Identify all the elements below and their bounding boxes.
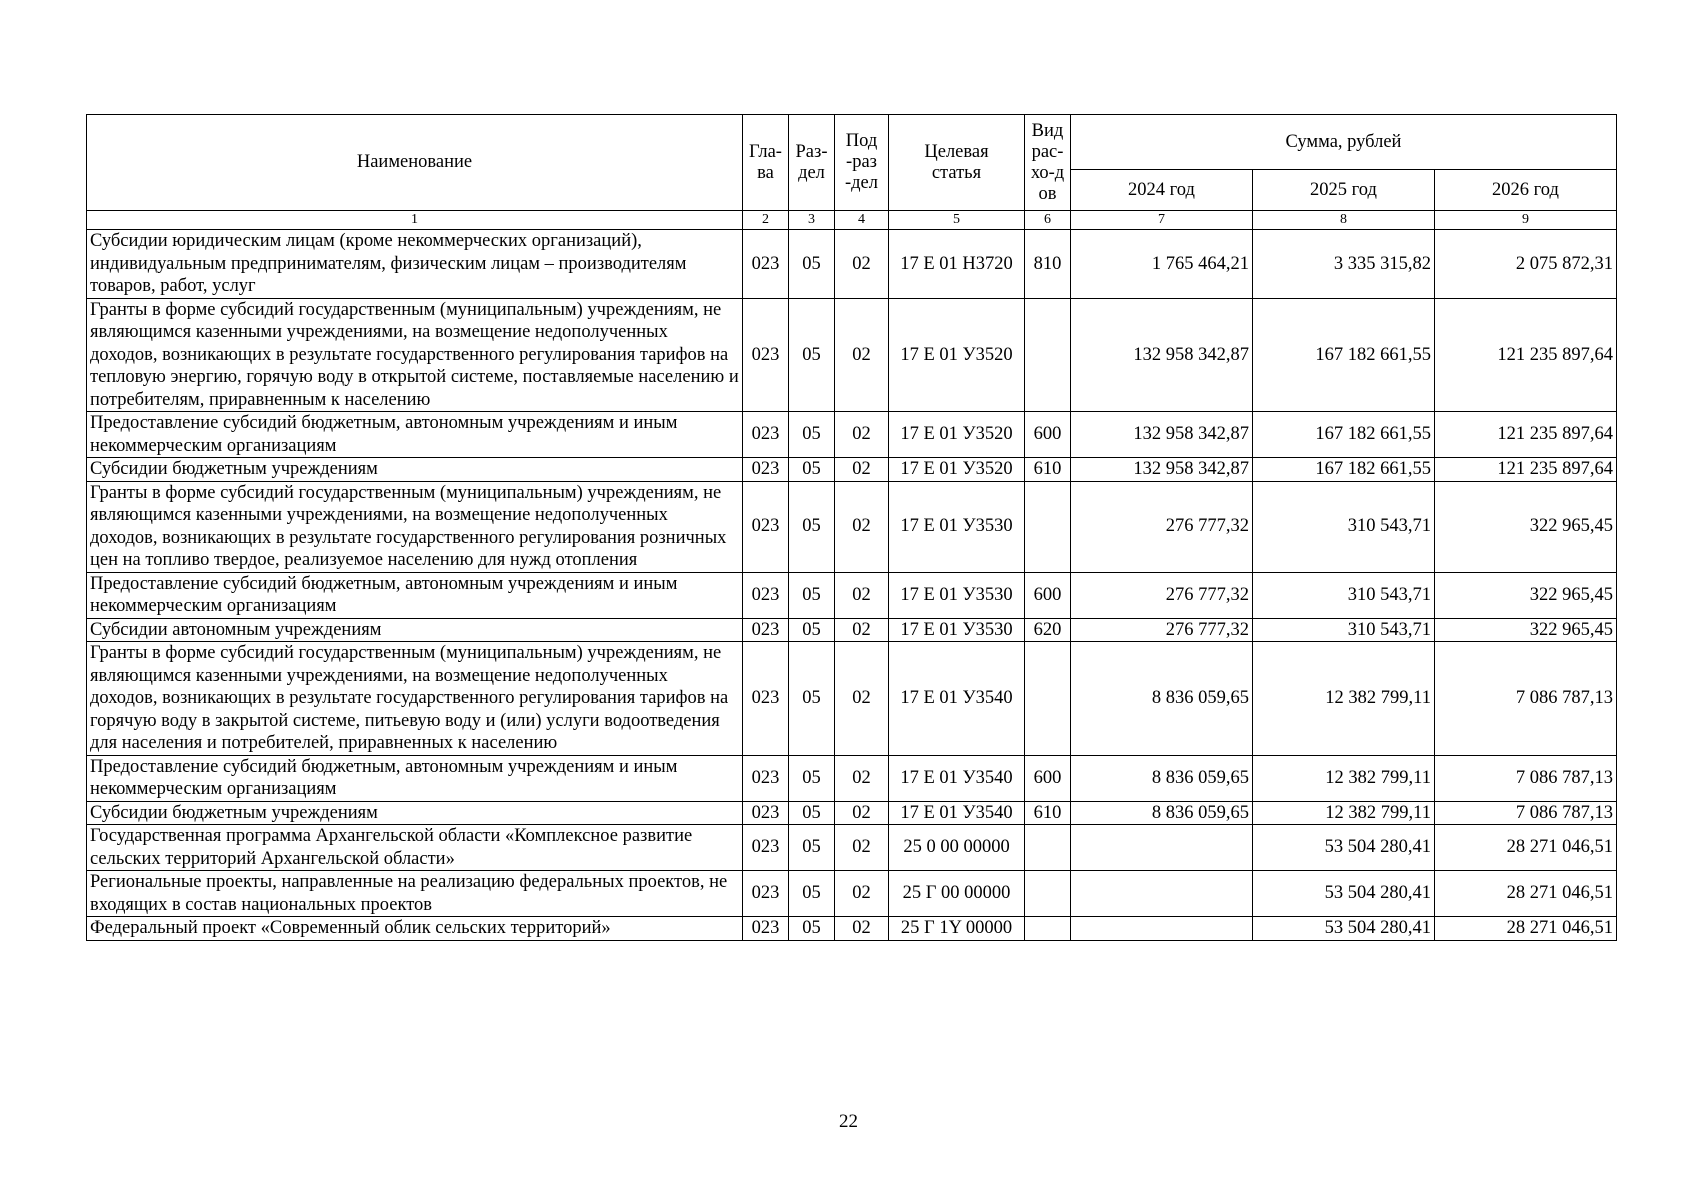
table-row [87,618,1617,642]
column-number: 9 [1435,211,1617,230]
cell-2026: 7 086 787,13 [1435,801,1617,825]
cell-razdel: 05 [789,755,835,801]
cell-podrazdel: 02 [835,412,889,458]
cell-name: Субсидии бюджетным учреждениям [87,458,743,482]
table-row [87,412,1617,458]
cell-2025: 53 504 280,41 [1253,917,1435,941]
column-number: 6 [1025,211,1071,230]
cell-podrazdel: 02 [835,481,889,572]
cell-glava: 023 [743,572,789,618]
cell-2025: 167 182 661,55 [1253,298,1435,412]
cell-podrazdel: 02 [835,572,889,618]
header-vid [1025,115,1071,211]
cell-vid [1025,298,1071,412]
cell-tselevaya: 25 0 00 00000 [889,825,1025,871]
cell-2025: 310 543,71 [1253,618,1435,642]
cell-2025: 3 335 315,82 [1253,230,1435,299]
cell-2026: 7 086 787,13 [1435,755,1617,801]
cell-2026: 28 271 046,51 [1435,825,1617,871]
column-number-row [87,211,1617,230]
cell-razdel: 05 [789,801,835,825]
cell-tselevaya: 17 Е 01 У3540 [889,642,1025,756]
cell-podrazdel: 02 [835,642,889,756]
cell-2024: 276 777,32 [1071,572,1253,618]
cell-name: Федеральный проект «Современный облик сельских территорий» [87,917,743,941]
cell-2026: 121 235 897,64 [1435,298,1617,412]
cell-glava: 023 [743,871,789,917]
cell-2024 [1071,825,1253,871]
cell-2024: 132 958 342,87 [1071,458,1253,482]
column-number: 7 [1071,211,1253,230]
cell-podrazdel: 02 [835,618,889,642]
header-podrazdel-text: Под-раз-дел [844,131,879,193]
page-number: 22 [839,1111,858,1132]
cell-glava: 023 [743,618,789,642]
cell-razdel: 05 [789,298,835,412]
column-number: 4 [835,211,889,230]
cell-vid [1025,825,1071,871]
header-name: Наименование [87,115,743,211]
cell-glava: 023 [743,481,789,572]
table-row [87,298,1617,412]
cell-tselevaya: 25 Г 1Y 00000 [889,917,1025,941]
cell-2026: 322 965,45 [1435,481,1617,572]
cell-tselevaya: 17 Е 01 У3520 [889,298,1025,412]
cell-podrazdel: 02 [835,801,889,825]
cell-glava: 023 [743,917,789,941]
header-2024: 2024 год [1071,170,1253,211]
cell-2024: 1 765 464,21 [1071,230,1253,299]
cell-razdel: 05 [789,642,835,756]
cell-2026: 322 965,45 [1435,572,1617,618]
cell-name: Гранты в форме субсидий государственным (муниципальным) учреждениям, не являющимся казенными учреждениями, на возмещение недополученных доходов, возникающих в результате государственного регулирования розничных цен на топливо твердое, реализуемое населению для нужд отопления [87,481,743,572]
column-number: 3 [789,211,835,230]
header-podrazdel [835,115,889,211]
cell-glava: 023 [743,642,789,756]
cell-2024: 276 777,32 [1071,481,1253,572]
cell-2025: 167 182 661,55 [1253,458,1435,482]
cell-tselevaya: 17 Е 01 У3540 [889,755,1025,801]
cell-2025: 12 382 799,11 [1253,642,1435,756]
cell-vid: 600 [1025,572,1071,618]
cell-name: Гранты в форме субсидий государственным (муниципальным) учреждениям, не являющимся казенными учреждениями, на возмещение недополученных доходов, возникающих в результате государственного регулирования тарифов на тепловую энергию, горячую воду в открытой системе, поставляемые населению и потребителям, приравненным к населению [87,298,743,412]
cell-name: Региональные проекты, направленные на реализацию федеральных проектов, не входящих в состав национальных проектов [87,871,743,917]
cell-2025: 310 543,71 [1253,481,1435,572]
cell-vid [1025,917,1071,941]
cell-tselevaya: 17 Е 01 У3530 [889,572,1025,618]
cell-2026: 322 965,45 [1435,618,1617,642]
cell-vid: 600 [1025,412,1071,458]
cell-2026: 2 075 872,31 [1435,230,1617,299]
cell-2025: 53 504 280,41 [1253,825,1435,871]
cell-name: Гранты в форме субсидий государственным (муниципальным) учреждениям, не являющимся казенными учреждениями, на возмещение недополученных доходов, возникающих в результате государственного регулирования тарифов на горячую воду в закрытой системе, питьевую воду и (или) услуги водоотведения для населения и потребителей, приравненных к населению [87,642,743,756]
cell-tselevaya: 17 Е 01 У3520 [889,458,1025,482]
table-row [87,572,1617,618]
budget-table [86,114,1617,941]
cell-2025: 12 382 799,11 [1253,755,1435,801]
header-razdel [789,115,835,211]
cell-razdel: 05 [789,572,835,618]
cell-podrazdel: 02 [835,755,889,801]
cell-vid [1025,871,1071,917]
cell-2024: 8 836 059,65 [1071,801,1253,825]
cell-podrazdel: 02 [835,230,889,299]
cell-podrazdel: 02 [835,298,889,412]
cell-vid: 810 [1025,230,1071,299]
cell-glava: 023 [743,755,789,801]
table-row [87,230,1617,299]
table-row [87,917,1617,941]
cell-2025: 310 543,71 [1253,572,1435,618]
cell-2025: 53 504 280,41 [1253,871,1435,917]
cell-2024: 8 836 059,65 [1071,642,1253,756]
cell-name: Субсидии юридическим лицам (кроме некоммерческих организаций), индивидуальным предпринимателям, физическим лицам – производителям товаров, работ, услуг [87,230,743,299]
cell-glava: 023 [743,801,789,825]
table-row [87,642,1617,756]
cell-tselevaya: 17 Е 01 У3530 [889,618,1025,642]
cell-2025: 167 182 661,55 [1253,412,1435,458]
cell-tselevaya: 25 Г 00 00000 [889,871,1025,917]
cell-razdel: 05 [789,618,835,642]
cell-name: Предоставление субсидий бюджетным, автономным учреждениям и иным некоммерческим организациям [87,412,743,458]
cell-name: Предоставление субсидий бюджетным, автономным учреждениям и иным некоммерческим организациям [87,572,743,618]
cell-razdel: 05 [789,917,835,941]
header-glava [743,115,789,211]
cell-tselevaya: 17 Е 01 У3520 [889,412,1025,458]
header-tselevaya [889,115,1025,211]
cell-glava: 023 [743,412,789,458]
table-row [87,481,1617,572]
cell-glava: 023 [743,230,789,299]
cell-glava: 023 [743,825,789,871]
cell-2024 [1071,871,1253,917]
table-row [87,458,1617,482]
cell-2024: 276 777,32 [1071,618,1253,642]
cell-razdel: 05 [789,230,835,299]
column-number: 8 [1253,211,1435,230]
table-row [87,755,1617,801]
cell-razdel: 05 [789,825,835,871]
cell-razdel: 05 [789,481,835,572]
cell-vid: 600 [1025,755,1071,801]
cell-2026: 28 271 046,51 [1435,917,1617,941]
cell-podrazdel: 02 [835,825,889,871]
cell-glava: 023 [743,298,789,412]
cell-2026: 28 271 046,51 [1435,871,1617,917]
table-row [87,825,1617,871]
cell-2024: 132 958 342,87 [1071,412,1253,458]
cell-name: Предоставление субсидий бюджетным, автономным учреждениям и иным некоммерческим организациям [87,755,743,801]
cell-vid [1025,642,1071,756]
table-row [87,871,1617,917]
cell-tselevaya: 17 Е 01 У3530 [889,481,1025,572]
header-vid-text: Вид рас-хо-дов [1030,120,1065,204]
table-body [87,211,1617,941]
cell-razdel: 05 [789,871,835,917]
column-number: 2 [743,211,789,230]
cell-vid: 620 [1025,618,1071,642]
cell-vid [1025,481,1071,572]
header-summa: Сумма, рублей [1071,115,1617,170]
cell-glava: 023 [743,458,789,482]
cell-name: Субсидии автономным учреждениям [87,618,743,642]
cell-razdel: 05 [789,412,835,458]
header-2025: 2025 год [1253,170,1435,211]
cell-2026: 7 086 787,13 [1435,642,1617,756]
cell-2025: 12 382 799,11 [1253,801,1435,825]
cell-2026: 121 235 897,64 [1435,458,1617,482]
cell-vid: 610 [1025,801,1071,825]
cell-2026: 121 235 897,64 [1435,412,1617,458]
cell-2024: 132 958 342,87 [1071,298,1253,412]
cell-tselevaya: 17 Е 01 Н3720 [889,230,1025,299]
header-2026: 2026 год [1435,170,1617,211]
cell-podrazdel: 02 [835,917,889,941]
cell-podrazdel: 02 [835,871,889,917]
header-glava-text: Гла-ва [749,141,782,183]
cell-name: Государственная программа Архангельской области «Комплексное развитие сельских территорий Архангельской области» [87,825,743,871]
cell-podrazdel: 02 [835,458,889,482]
cell-2024 [1071,917,1253,941]
header-razdel-text: Раз-дел [795,141,828,183]
cell-vid: 610 [1025,458,1071,482]
column-number: 5 [889,211,1025,230]
table-row [87,801,1617,825]
header-tselevaya-text: Целевая статья [924,141,989,183]
cell-2024: 8 836 059,65 [1071,755,1253,801]
column-number: 1 [87,211,743,230]
cell-razdel: 05 [789,458,835,482]
cell-tselevaya: 17 Е 01 У3540 [889,801,1025,825]
cell-name: Субсидии бюджетным учреждениям [87,801,743,825]
